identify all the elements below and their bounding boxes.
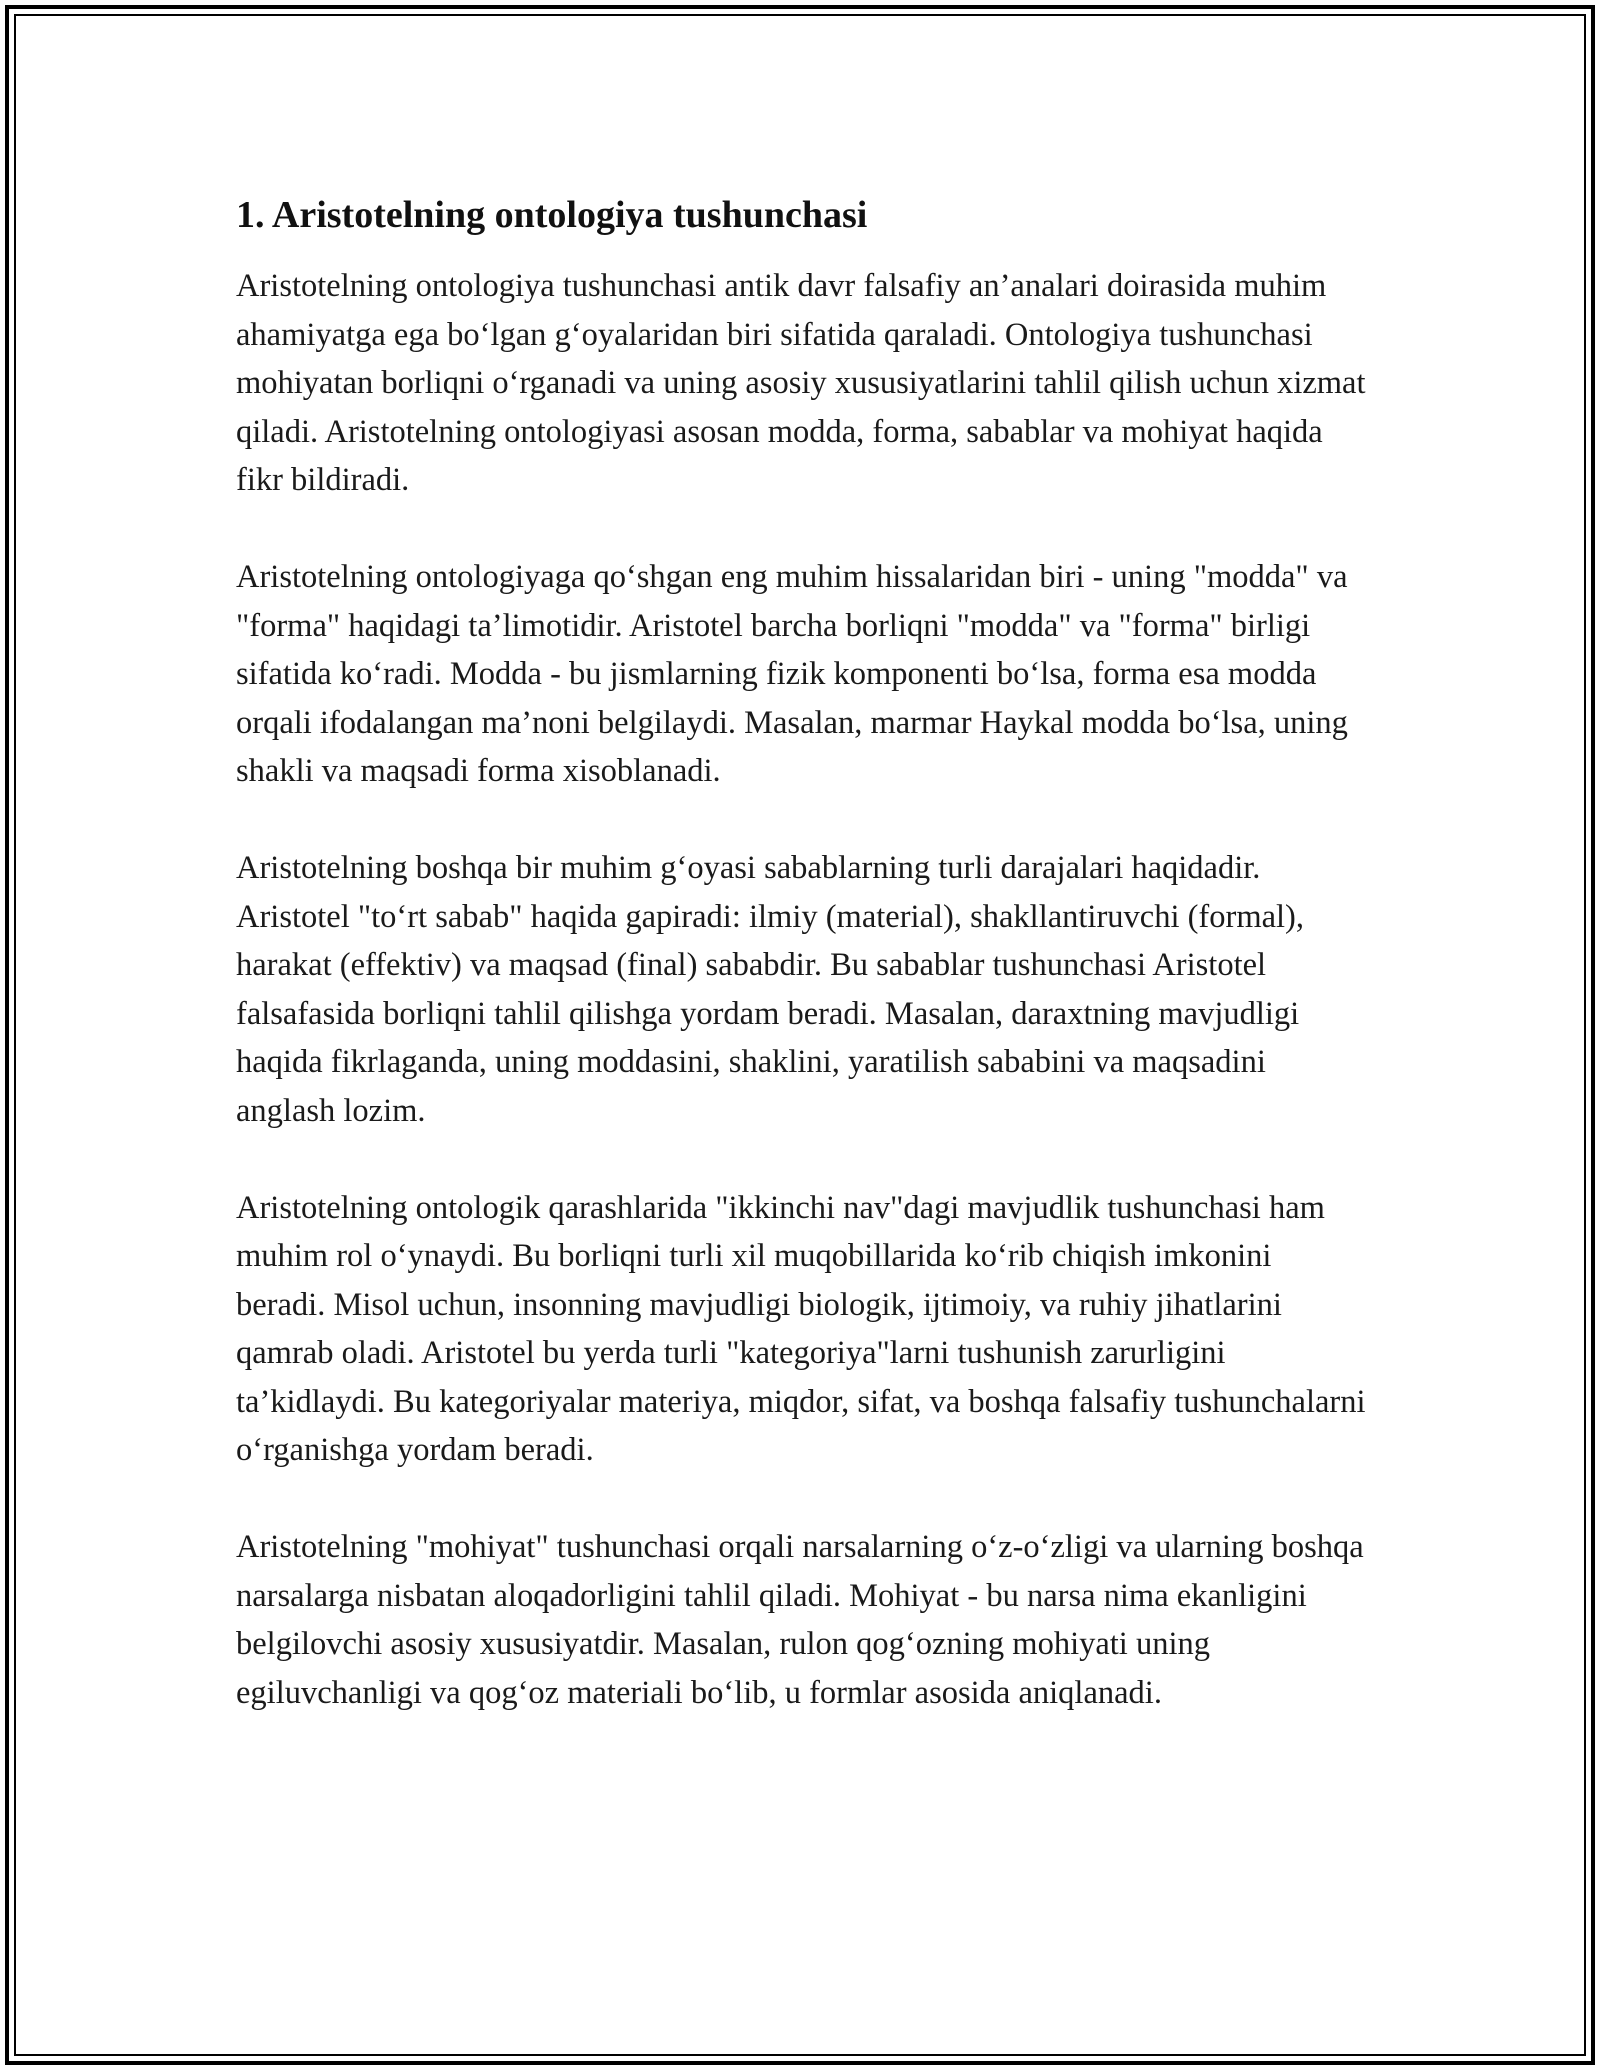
document-body: [236, 180, 1366, 1766]
paragraph-3: Aristotelning boshqa bir muhim g‘oyasi sabablarning turli darajalari haqidadir. Aristotel "to‘rt sabab" haqida gapiradi: ilmiy (material), shakllantiruvchi (formal), harakat (effektiv) va maqsad (final) sababdir. Bu sabablar tushunchasi Aristotel falsafasida borliqni tahlil qilishga yordam beradi. Masalan, daraxtning mavjudligi haqida fikrlaganda, uning moddasini, shaklini, yaratilish sababini va maqsadini anglash lozim.: [236, 850, 1305, 1129]
paragraph-4: Aristotelning ontologik qarashlarida "ikkinchi nav"dagi mavjudlik tushunchasi ham muhim rol o‘ynaydi. Bu borliqni turli xil muqobillarida ko‘rib chiqish imkonini beradi. Misol uchun, insonning mavjudligi biologik, ijtimoiy, va ruhiy jihatlarini qamrab oladi. Aristotel bu yerda turli "kategoriya"larni tushunish zarurligini ta’kidlaydi. Bu kategoriyalar materiya, miqdor, sifat, va boshqa falsafiy tushunchalarni o‘rganishga yordam beradi.: [236, 1189, 1366, 1468]
section-heading: 1. Aristotelning ontologiya tushunchasi: [236, 194, 868, 236]
paragraph-1: Aristotelning ontologiya tushunchasi antik davr falsafiy an’analari doirasida muhim ahamiyatga ega bo‘lgan g‘oyalaridan biri sifatida qaraladi. Ontologiya tushunchasi mohiyatan borliqni o‘rganadi va uning asosiy xususiyatlarini tahlil qilish uchun xizmat qiladi. Aristotelning ontologiyasi asosan modda, forma, sabablar va mohiyat haqida fikr bildiradi.: [236, 268, 1366, 498]
paragraph-5: Aristotelning "mohiyat" tushunchasi orqali narsalarning o‘z-o‘zligi va ularning boshqa narsalarga nisbatan aloqadorligini tahlil qiladi. Mohiyat - bu narsa nima ekanligini belgilovchi asosiy xususiyatdir. Masalan, rulon qog‘ozning mohiyati uning egiluvchanligi va qog‘oz materiali bo‘lib, u formlar asosida aniqlanadi.: [236, 1529, 1364, 1711]
paragraph-2: Aristotelning ontologiyaga qo‘shgan eng muhim hissalaridan biri - uning "modda" va "forma" haqidagi ta’limotidir. Aristotel barcha borliqni "modda" va "forma" birligi sifatida ko‘radi. Modda - bu jismlarning fizik komponenti bo‘lsa, forma esa modda orqali ifodalangan ma’noni belgilaydi. Masalan, marmar Haykal modda bo‘lsa, uning shakli va maqsadi forma xisoblanadi.: [236, 559, 1348, 789]
